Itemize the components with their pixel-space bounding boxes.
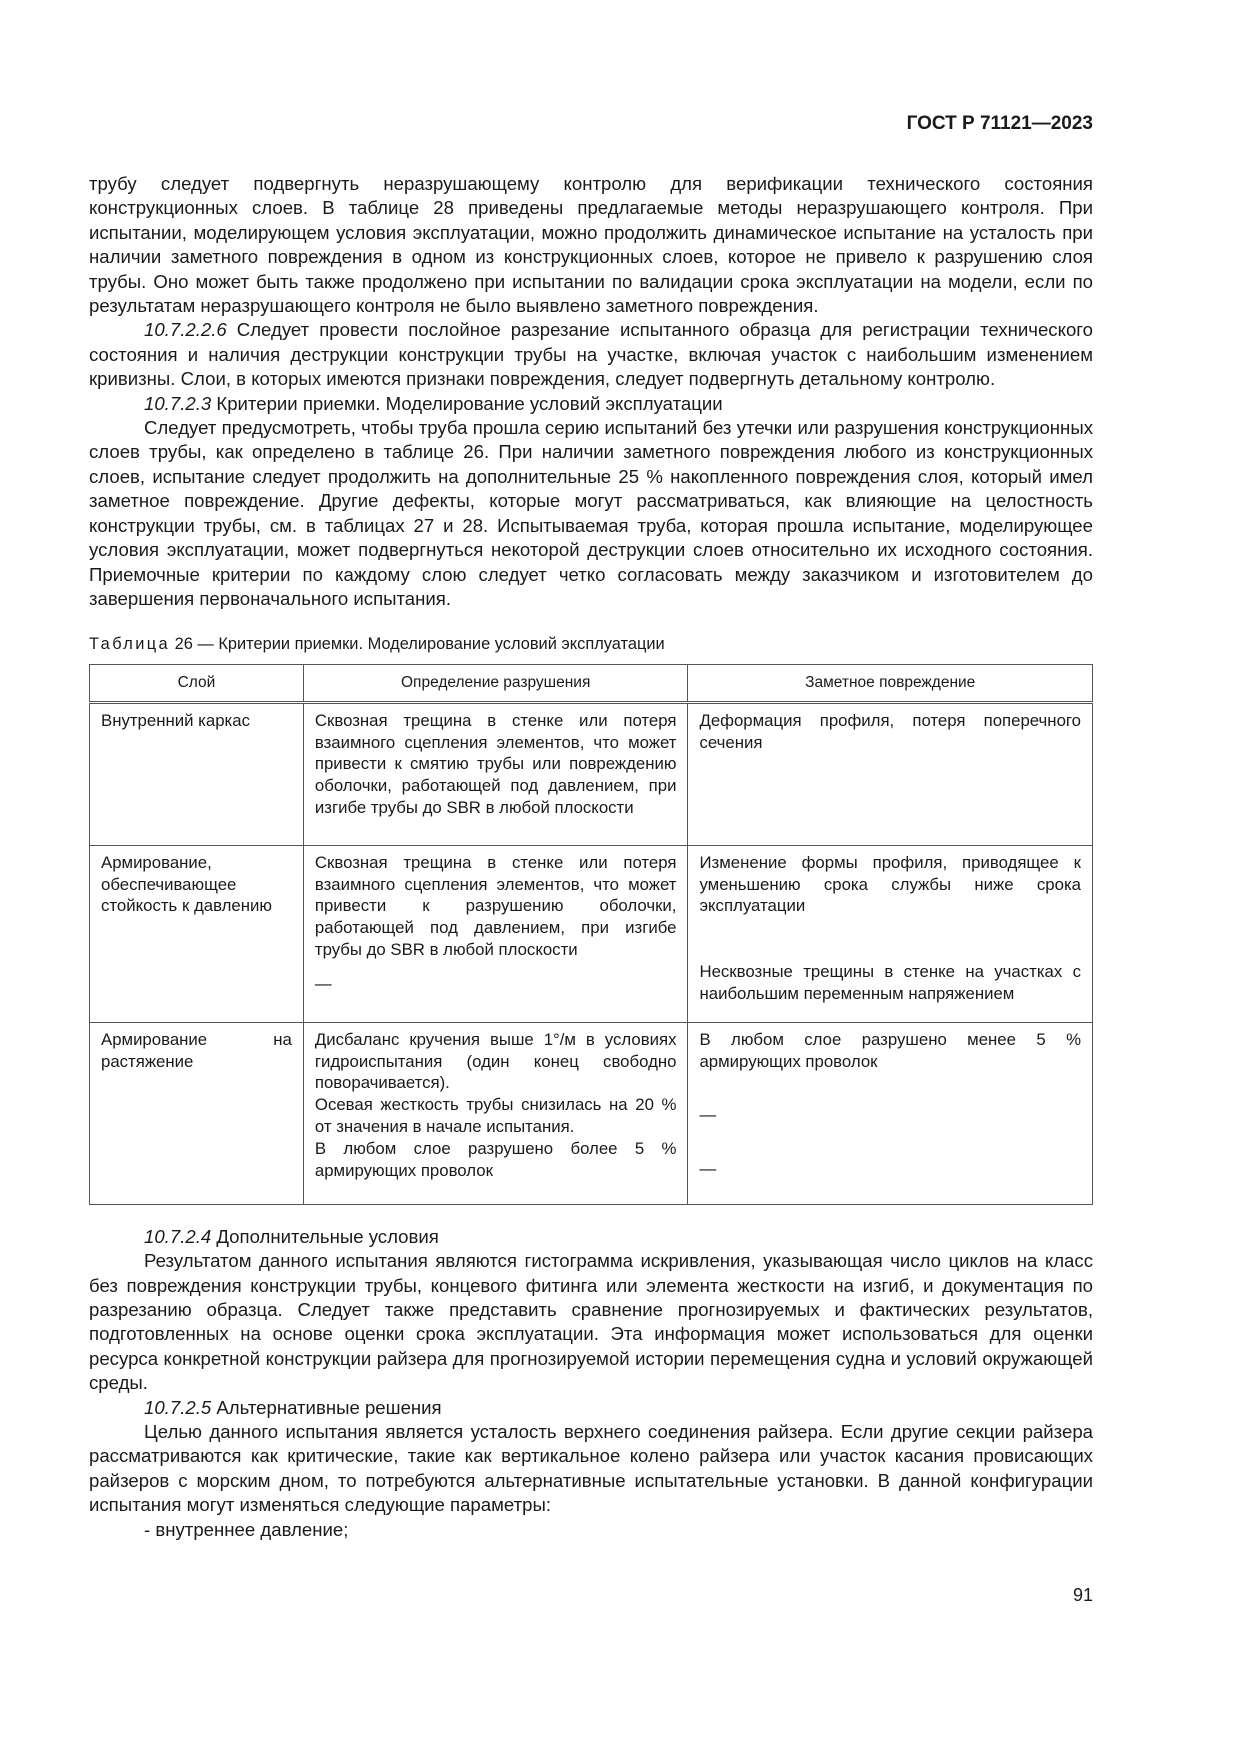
column-header-failure: Определение разрушения — [303, 664, 688, 702]
clause-10-7-2-5: 10.7.2.5 Альтернативные решения — [144, 1396, 442, 1418]
empty-dash: — — [699, 1159, 717, 1179]
table-header-row — [90, 664, 1093, 702]
empty-dash: — — [314, 973, 332, 993]
table-caption: Таблица 26 — Критерии приемки. Моделирование условий эксплуатации — [89, 635, 665, 654]
paragraph-continuation: трубу следует подвергнуть неразрушающему контролю для верификации технического состояния конструкционных слоев. В таблице 28 приведены предлагаемые методы неразрушающего контроля. При испытании, моделирующем условия эксплуатации, можно продолжить динамическое испытание на усталость при наличии заметного повреждения в одном из конструкционных слоев, которое не привело к разрушению слоя трубы. Оно может быть также продолжено при испытании по валидации срока эксплуатации на модели, если по результатам неразрушающего контроля не было выявлено заметного повреждения. — [89, 173, 1093, 317]
clause-number: 10.7.2.2.6 — [144, 319, 227, 341]
cell-failure: Дисбаланс кручения выше 1°/м в условиях гидроиспытания (один конец свободно поворачивается). Осевая жесткость трубы снизилась на 20 % от значения в начале испытания. В любом слое разрушено более 5 % армирующих проволок — [303, 1022, 688, 1204]
clause-number: 10.7.2.4 — [144, 1225, 212, 1247]
paragraph-acceptance: Следует предусмотреть, чтобы труба прошла серию испытаний без утечки или разрушения конструкционных слоев трубы, как определено в таблице 26. При наличии заметного повреждения любого из конструкционных слоев, испытание следует продолжить на дополнительные 25 % накопленного повреждения слоя, который имел заметное повреждение. Другие дефекты, которые могут рассматриваться, как влияющие на целостность конструкции трубы, см. в таблицах 27 и 28. Испытываемая труба, которая прошла испытание, моделирующее условия эксплуатации, может подвергнуться некоторой деструкции слоев относительно их исходного состояния. Приемочные критерии по каждому слою следует четко согласовать между заказчиком и изготовителем до завершения первоначального испытания. — [89, 417, 1093, 609]
clause-number: 10.7.2.3 — [144, 392, 212, 414]
clause-10-7-2-2-6: 10.7.2.2.6 Следует провести послойное разрезание испытанного образца для регистрации технического состояния и наличия деструкции конструкции трубы на участке, включая участок с наибольшим изменением кривизны. Слои, в которых имеются признаки повреждения, следует подвергнуть детальному контролю. — [89, 319, 1093, 390]
document-header: ГОСТ Р 71121—2023 — [906, 113, 1093, 134]
cell-layer: Армирование на растяжение — [90, 1022, 304, 1204]
cell-damage: Деформация профиля, потеря поперечного сечения — [688, 702, 1093, 845]
clause-number: 10.7.2.5 — [144, 1396, 212, 1418]
cell-layer: Внутренний каркас — [90, 702, 304, 845]
clause-10-7-2-4: 10.7.2.4 Дополнительные условия — [144, 1225, 439, 1247]
paragraph-results: Результатом данного испытания являются гистограмма искривления, указывающая число циклов на класс без повреждения конструкции трубы, концевого фитинга или элемента жесткости на изгиб, и документация по разрезанию образца. Следует также представить сравнение прогнозируемых и фактических результатов, подготовленных на основе оценки срока эксплуатации. Эта информация может использоваться для оценки ресурса конкретной конструкции райзера для прогнозируемой истории перемещения судна и условий окружающей среды. — [89, 1250, 1093, 1394]
cell-failure: Сквозная трещина в стенке или потеря взаимного сцепления элементов, что может привести к разрушению оболочки, работающей под давлением, при изгибе трубы до SBR в любой плоскости — — [303, 845, 688, 1022]
cell-damage: Изменение формы профиля, приводящее к уменьшению срока службы ниже срока эксплуатации Несквозные трещины в стенке на участках с наибольшим переменным напряжением — [688, 845, 1093, 1022]
cell-layer: Армирование, обеспечивающее стойкость к давлению — [90, 845, 304, 1022]
paragraph-alternatives: Целью данного испытания является усталость верхнего соединения райзера. Если другие секции райзера рассматриваются как критические, такие как вертикальное колено райзера или участок касания провисающих райзеров с морским дном, то потребуются альтернативные испытательные установки. В данной конфигурации испытания могут изменяться следующие параметры: — [89, 1420, 1093, 1516]
column-header-damage: Заметное повреждение — [688, 664, 1093, 702]
table-row — [90, 1022, 1093, 1204]
cell-damage: В любом слое разрушено менее 5 % армирующих проволок — — — [688, 1022, 1093, 1204]
table-row — [90, 845, 1093, 1022]
table-row — [90, 702, 1093, 845]
cell-failure: Сквозная трещина в стенке или потеря взаимного сцепления элементов, что может привести к смятию трубы или повреждению оболочки, работающей под давлением, при изгибе трубы до SBR в любой плоскости — [303, 702, 688, 845]
page-number: 91 — [1072, 1585, 1093, 1605]
clause-10-7-2-3: 10.7.2.3 Критерии приемки. Моделирование условий эксплуатации — [144, 392, 723, 414]
empty-dash: — — [699, 1105, 717, 1125]
criteria-table — [89, 664, 1093, 1205]
column-header-layer: Слой — [90, 664, 304, 702]
list-item: - внутреннее давление; — [144, 1518, 349, 1540]
page-content — [89, 172, 1093, 1542]
